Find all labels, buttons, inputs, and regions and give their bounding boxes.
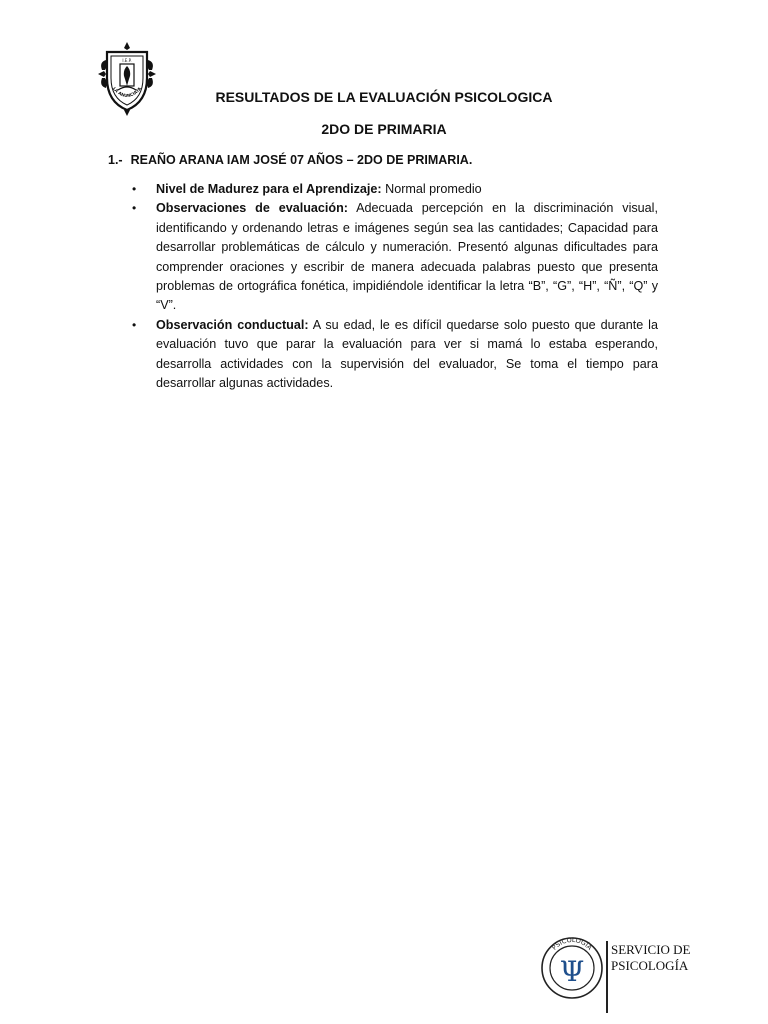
service-label: SERVICIO DE PSICOLOGÍA [611,942,691,973]
bullet-icon: • [132,317,137,332]
document-title: RESULTADOS DE LA EVALUACIÓN PSICOLOGICA [215,89,553,105]
document-subtitle: 2DO DE PRIMARIA [321,121,447,137]
student-number: 1.- [108,153,123,167]
stamp-divider [606,941,608,1013]
psychology-stamp-icon [540,936,604,1000]
school-crest-icon [96,40,158,118]
psi-symbol: Ψ [559,955,585,988]
bullet-icon: • [132,201,137,216]
bullet-icon: • [132,182,137,196]
item-label: Nivel de Madurez para el Aprendizaje: [156,182,382,196]
evaluation-list [132,180,658,393]
list-item [132,180,658,199]
crest-top-text: I.E.P. [122,58,132,63]
list-item [132,316,658,394]
student-name: REAÑO ARANA IAM JOSÉ 07 AÑOS – 2DO DE PRIMARIA. [130,153,473,167]
item-text: A su edad, le es difícil quedarse solo puesto que durante la evaluación tuvo que parar la evaluación para ver si mamá lo estaba esperando, desarrolla actividades con la supervisión del evaluador, Se toma el tiempo para desarrollar algunas actividades. [156,317,658,391]
item-text: Adecuada percepción en la discriminación visual, identificando y ordenando letras e imágenes según sea las cantidades; Capacidad para desarrollar problemáticas de cálculo y numeración. Presentó algunas dificultades para comprender oraciones y escribir de manera adecuada palabras puesto que presenta problemas de ortográfica fonética, impidiéndole identificar la letra “B”, “G”, “H”, “Ñ”, “Q” y “V”. [156,201,658,313]
crest-ring-text: LA ANUNCIATA [111,85,143,99]
list-item [132,199,658,315]
stamp-ring-text: PSICOLOGÍA [550,936,594,952]
svg-text:PSICOLOGÍA [550,936,594,952]
item-label: Observaciones de evaluación: [156,201,348,216]
item-text: Normal promedio [381,182,482,196]
item-label: Observación conductual: [156,317,309,332]
student-heading [108,153,472,167]
